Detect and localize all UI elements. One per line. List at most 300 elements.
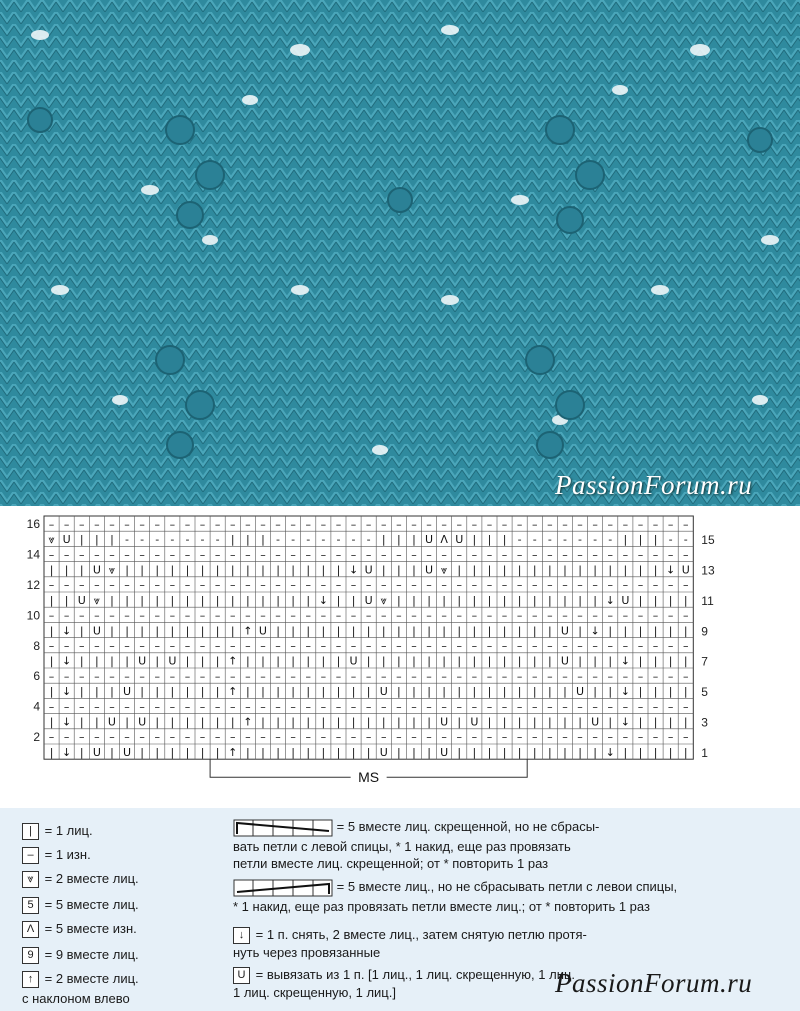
- chart-symbol: –: [320, 700, 327, 714]
- chart-symbol: |: [110, 593, 114, 607]
- chart-symbol: |: [487, 715, 492, 729]
- chart-symbol: |: [547, 654, 552, 668]
- chart-symbol: |: [427, 654, 431, 668]
- chart-symbol: –: [124, 639, 130, 653]
- chart-symbol: –: [184, 639, 191, 653]
- chart-symbol: –: [562, 700, 568, 714]
- chart-symbol: –: [260, 639, 266, 653]
- chart-symbol: –: [652, 639, 659, 653]
- chart-symbol: –: [154, 517, 160, 531]
- chart-symbol: –: [199, 730, 206, 744]
- chart-symbol: U: [440, 745, 449, 759]
- chart-symbol: |: [593, 685, 598, 699]
- chart-symbol: U: [62, 533, 71, 547]
- chart-symbol: |: [261, 593, 265, 607]
- chart-symbol: –: [683, 517, 689, 531]
- chart-symbol: |: [49, 593, 54, 607]
- chart-symbol: |: [547, 593, 552, 607]
- chart-symbol: –: [63, 578, 70, 592]
- chart-symbol: –: [109, 730, 115, 744]
- chart-symbol: |: [200, 624, 205, 638]
- chart-symbol: |: [215, 715, 220, 729]
- chart-symbol: –: [139, 730, 145, 744]
- chart-symbol: –: [652, 669, 659, 683]
- chart-symbol: |: [185, 715, 190, 729]
- chart-symbol: –: [305, 639, 311, 653]
- chart-symbol: –: [516, 669, 523, 683]
- chart-symbol: |: [185, 745, 190, 759]
- chart-symbol: |: [623, 624, 628, 638]
- chart-symbol: –: [456, 730, 462, 744]
- chart-symbol: ↓: [590, 624, 600, 638]
- chart-symbol: |: [170, 745, 175, 759]
- ms-label: MS: [358, 769, 380, 786]
- chart-symbol: –: [245, 700, 251, 714]
- chart-symbol: ↓: [620, 715, 630, 729]
- chart-symbol: |: [321, 745, 326, 759]
- chart-symbol: –: [381, 609, 387, 623]
- chart-symbol: |: [230, 563, 235, 577]
- chart-symbol: –: [501, 578, 508, 592]
- chart-symbol: –: [109, 669, 115, 683]
- chart-symbol: –: [169, 548, 176, 562]
- chart-symbol: –: [486, 639, 493, 653]
- chart-symbol: |: [140, 593, 145, 607]
- chart-symbol: |: [653, 593, 658, 607]
- legend-increase: U = вывязать из 1 п. [1 лиц., 1 лиц. скрещенную, 1 лиц.: [233, 966, 575, 984]
- chart-symbol: –: [48, 669, 55, 683]
- chart-symbol: |: [140, 685, 145, 699]
- chart-symbol: –: [214, 578, 221, 592]
- legend-skp-line2: нуть через провязанные: [233, 945, 381, 960]
- k9tog-symbol-icon: 9: [22, 947, 39, 964]
- chart-symbol: |: [291, 563, 296, 577]
- chart-symbol: –: [622, 609, 629, 623]
- chart-symbol: -: [306, 533, 311, 547]
- chart-symbol: –: [426, 700, 432, 714]
- chart-symbol: –: [516, 730, 523, 744]
- chart-symbol: –: [79, 578, 85, 592]
- chart-symbol: –: [577, 669, 583, 683]
- chart-symbol: –: [622, 669, 629, 683]
- chart-symbol: –: [124, 669, 130, 683]
- chart-symbol: –: [169, 700, 176, 714]
- chart-symbol: –: [547, 639, 553, 653]
- chart-symbol: –: [532, 578, 538, 592]
- chart-symbol: –: [396, 639, 402, 653]
- chart-symbol: |: [396, 593, 401, 607]
- chart-symbol: –: [607, 730, 613, 744]
- chart-symbol: |: [487, 563, 492, 577]
- chart-symbol: –: [411, 548, 417, 562]
- chart-symbol: –: [381, 517, 387, 531]
- chart-symbol: |: [472, 563, 477, 577]
- chart-symbol: –: [622, 700, 629, 714]
- chart-symbol: |: [306, 563, 311, 577]
- chart-symbol: U: [107, 715, 116, 729]
- chart-symbol: ↓: [605, 745, 615, 759]
- chart-symbol: |: [230, 593, 235, 607]
- chart-symbol: |: [563, 685, 567, 699]
- chart-symbol: –: [245, 578, 251, 592]
- chart-symbol: |: [170, 624, 175, 638]
- right-row-number: 11: [701, 593, 714, 608]
- chart-symbol: ⩔: [380, 593, 387, 607]
- chart-symbol: |: [261, 533, 265, 547]
- chart-symbol: |: [517, 715, 522, 729]
- chart-symbol: –: [486, 517, 493, 531]
- chart-symbol: –: [109, 548, 115, 562]
- chart-symbol: |: [653, 745, 658, 759]
- chart-symbol: |: [653, 654, 658, 668]
- chart-symbol: U: [138, 715, 147, 729]
- chart-symbol: –: [532, 730, 538, 744]
- chart-symbol: –: [637, 669, 644, 683]
- chart-symbol: |: [140, 563, 145, 577]
- chart-symbol: |: [638, 685, 643, 699]
- chart-symbol: ↑: [228, 685, 238, 699]
- chart-symbol: –: [501, 548, 508, 562]
- chart-symbol: –: [275, 609, 281, 623]
- chart-symbol: |: [276, 563, 280, 577]
- chart-symbol: –: [63, 517, 70, 531]
- right-row-number: 7: [701, 654, 708, 669]
- chart-symbol: |: [170, 715, 175, 729]
- chart-symbol: |: [668, 685, 673, 699]
- chart-symbol: –: [94, 578, 100, 592]
- chart-symbol: U: [349, 654, 358, 668]
- chart-symbol: –: [381, 578, 387, 592]
- chart-symbol: |: [185, 593, 190, 607]
- chart-symbol: |: [517, 685, 522, 699]
- chart-symbol: –: [441, 578, 447, 592]
- chart-symbol: -: [366, 533, 371, 547]
- chart-symbol: |: [306, 745, 311, 759]
- chart-symbol: –: [365, 669, 372, 683]
- chart-symbol: –: [199, 700, 206, 714]
- chart-symbol: –: [154, 548, 160, 562]
- chart-symbol: –: [411, 609, 417, 623]
- chart-symbol: |: [79, 715, 84, 729]
- chart-symbol: –: [426, 578, 432, 592]
- chart-symbol: |: [427, 685, 431, 699]
- chart-symbol: –: [214, 700, 221, 714]
- chart-symbol: –: [426, 639, 432, 653]
- chart-symbol: U: [364, 563, 373, 577]
- chart-symbol: –: [199, 639, 206, 653]
- chart-symbol: –: [184, 578, 191, 592]
- chart-symbol: |: [563, 563, 567, 577]
- chart-symbol: –: [471, 517, 478, 531]
- chart-symbol: |: [593, 654, 598, 668]
- chart-symbol: |: [215, 654, 220, 668]
- chart-symbol: –: [305, 730, 311, 744]
- chart-symbol: |: [351, 624, 356, 638]
- chart-symbol: –: [94, 517, 100, 531]
- chart-symbol: –: [456, 700, 462, 714]
- chart-symbol: |: [49, 654, 54, 668]
- chart-symbol: |: [49, 685, 54, 699]
- chart-symbol: |: [276, 745, 280, 759]
- chart-symbol: –: [124, 578, 130, 592]
- chart-symbol: –: [501, 609, 508, 623]
- k2tog-symbol-icon: ⩔: [22, 871, 39, 888]
- chart-symbol: –: [547, 730, 553, 744]
- chart-symbol: |: [517, 593, 522, 607]
- chart-symbol: –: [592, 639, 598, 653]
- chart-symbol: U: [470, 715, 479, 729]
- chart-symbol: -: [351, 533, 356, 547]
- chart-symbol: –: [441, 700, 447, 714]
- cluster-crossed-icon: [233, 819, 333, 837]
- chart-symbol: –: [169, 669, 176, 683]
- legend-cluster-plain: = 5 вместе лиц., но не сбрасывать петли с левои спицы,: [233, 878, 677, 897]
- chart-symbol: |: [427, 715, 431, 729]
- chart-symbol: –: [230, 578, 236, 592]
- chart-symbol: –: [365, 517, 372, 531]
- chart-symbol: –: [320, 730, 327, 744]
- chart-symbol: |: [336, 593, 341, 607]
- chart-symbol: –: [456, 578, 462, 592]
- chart-symbol: |: [502, 685, 507, 699]
- chart-symbol: –: [592, 578, 598, 592]
- chart-symbol: –: [365, 609, 372, 623]
- chart-symbol: |: [532, 563, 537, 577]
- chart-symbol: |: [381, 533, 386, 547]
- chart-symbol: –: [532, 639, 538, 653]
- chart-symbol: |: [412, 715, 416, 729]
- chart-symbol: |: [457, 745, 462, 759]
- chart-symbol: –: [48, 639, 55, 653]
- chart-symbol: –: [169, 609, 176, 623]
- chart-symbol: –: [305, 548, 311, 562]
- chart-symbol: –: [562, 517, 568, 531]
- chart-symbol: –: [683, 609, 689, 623]
- chart-symbol: –: [396, 609, 402, 623]
- chart-symbol: –: [184, 548, 191, 562]
- right-row-number: 15: [701, 533, 715, 548]
- chart-symbol: |: [64, 563, 69, 577]
- left-row-number: 12: [26, 577, 40, 592]
- chart-symbol: –: [275, 517, 281, 531]
- chart-symbol: |: [336, 654, 341, 668]
- chart-symbol: –: [290, 669, 296, 683]
- chart-symbol: |: [593, 563, 598, 577]
- chart-symbol: |: [547, 685, 552, 699]
- chart-symbol: –: [275, 578, 281, 592]
- chart-symbol: –: [501, 669, 508, 683]
- chart-symbol: |: [366, 685, 371, 699]
- chart-symbol: –: [411, 700, 417, 714]
- chart-symbol: |: [276, 593, 280, 607]
- chart-symbol: –: [139, 517, 145, 531]
- chart-symbol: |: [653, 563, 658, 577]
- chart-symbol: –: [350, 578, 357, 592]
- knit-symbol-icon: |: [22, 823, 39, 840]
- chart-symbol: |: [245, 563, 250, 577]
- chart-symbol: –: [456, 639, 462, 653]
- chart-symbol: |: [140, 745, 145, 759]
- chart-symbol: –: [260, 700, 266, 714]
- chart-symbol: |: [79, 654, 84, 668]
- chart-symbol: |: [623, 563, 628, 577]
- chart-symbol: |: [261, 715, 265, 729]
- chart-symbol: –: [396, 578, 402, 592]
- chart-symbol: –: [275, 700, 281, 714]
- watermark-bottom: PassionForum.ru: [555, 968, 753, 998]
- chart-symbol: ↓: [348, 563, 359, 577]
- chart-symbol: U: [440, 715, 449, 729]
- chart-symbol: –: [109, 578, 115, 592]
- chart-symbol: |: [532, 715, 537, 729]
- chart-symbol: ⩔: [108, 563, 116, 577]
- chart-symbol: –: [109, 517, 115, 531]
- chart-symbol: U: [168, 654, 177, 668]
- chart-symbol: |: [578, 654, 582, 668]
- chart-symbol: –: [350, 517, 357, 531]
- chart-symbol: –: [411, 669, 417, 683]
- chart-symbol: |: [638, 745, 643, 759]
- chart-symbol: ⩔: [93, 593, 100, 607]
- chart-symbol: –: [48, 578, 55, 592]
- chart-symbol: |: [49, 624, 54, 638]
- chart-symbol: ↓: [62, 624, 72, 638]
- chart-symbol: –: [532, 609, 538, 623]
- chart-symbol: |: [547, 715, 552, 729]
- chart-symbol: U: [379, 745, 388, 759]
- chart-symbol: |: [79, 745, 84, 759]
- chart-symbol: U: [560, 624, 569, 638]
- chart-symbol: –: [199, 548, 206, 562]
- chart-symbol: |: [578, 593, 582, 607]
- chart-symbol: –: [305, 609, 311, 623]
- chart-symbol: |: [638, 533, 643, 547]
- chart-symbol: –: [335, 700, 342, 714]
- chart-symbol: U: [560, 654, 569, 668]
- chart-symbol: –: [260, 669, 266, 683]
- chart-symbol: –: [139, 609, 145, 623]
- chart-symbol: |: [487, 533, 492, 547]
- chart-symbol: |: [502, 654, 507, 668]
- chart-symbol: |: [457, 624, 462, 638]
- chart-symbol: –: [411, 639, 417, 653]
- chart-symbol: –: [260, 548, 266, 562]
- right-row-number: 9: [701, 624, 708, 639]
- chart-symbol: –: [305, 669, 311, 683]
- chart-symbol: –: [562, 609, 568, 623]
- chart-symbol: -: [336, 533, 341, 547]
- chart-symbol: ↓: [62, 745, 72, 759]
- chart-symbol: -: [276, 533, 281, 547]
- chart-symbol: –: [63, 639, 70, 653]
- chart-symbol: –: [667, 669, 674, 683]
- chart-symbol: –: [607, 517, 613, 531]
- left-row-number: 4: [33, 699, 40, 714]
- chart-symbol: |: [79, 624, 84, 638]
- legend-item-purl: – = 1 изн.: [22, 846, 91, 864]
- chart-symbol: –: [381, 639, 387, 653]
- chart-symbol: ⩔: [48, 533, 55, 547]
- chart-symbol: –: [441, 669, 447, 683]
- chart-symbol: –: [320, 669, 327, 683]
- chart-symbol: –: [94, 548, 100, 562]
- chart-symbol: |: [230, 624, 235, 638]
- chart-symbol: -: [562, 533, 567, 547]
- chart-symbol: |: [396, 563, 401, 577]
- legend-item-k2tog-left: ↑ = 2 вместе лиц.: [22, 970, 139, 988]
- chart-symbol: –: [320, 578, 327, 592]
- chart-symbol: |: [487, 624, 492, 638]
- chart-symbol: –: [169, 517, 176, 531]
- chart-symbol: ↓: [605, 593, 615, 607]
- chart-symbol: |: [653, 715, 658, 729]
- chart-symbol: ↓: [620, 654, 630, 668]
- chart-symbol: |: [563, 715, 567, 729]
- chart-symbol: –: [124, 548, 130, 562]
- chart-symbol: |: [155, 745, 160, 759]
- chart-symbol: –: [154, 669, 160, 683]
- chart-symbol: –: [320, 609, 327, 623]
- chart-symbol: |: [683, 593, 688, 607]
- chart-symbol: –: [501, 700, 508, 714]
- chart-symbol: |: [321, 715, 326, 729]
- chart-symbol: |: [427, 593, 431, 607]
- chart-symbol: –: [562, 578, 568, 592]
- chart-symbol: –: [245, 669, 251, 683]
- chart-symbol: –: [154, 578, 160, 592]
- chart-symbol: |: [155, 715, 160, 729]
- chart-symbol: –: [516, 548, 523, 562]
- chart-symbol: |: [49, 715, 54, 729]
- chart-symbol: |: [321, 654, 326, 668]
- chart-symbol: |: [502, 563, 507, 577]
- left-row-number: 2: [33, 729, 40, 744]
- chart-symbol: –: [350, 639, 357, 653]
- chart-symbol: U: [681, 563, 690, 577]
- chart-symbol: |: [442, 624, 447, 638]
- chart-symbol: |: [638, 624, 643, 638]
- chart-symbol: –: [683, 669, 689, 683]
- chart-symbol: –: [290, 609, 296, 623]
- chart-symbol: –: [63, 669, 70, 683]
- chart-symbol: –: [350, 730, 357, 744]
- chart-symbol: –: [184, 669, 191, 683]
- chart-symbol: |: [200, 685, 205, 699]
- chart-symbol: –: [365, 700, 372, 714]
- chart-symbol: |: [230, 715, 235, 729]
- chart-symbol: –: [667, 730, 674, 744]
- chart-symbol: |: [185, 685, 190, 699]
- chart-symbol: |: [291, 745, 296, 759]
- chart-symbol: –: [109, 609, 115, 623]
- chart-symbol: –: [667, 700, 674, 714]
- chart-symbol: –: [562, 548, 568, 562]
- chart-symbol: –: [245, 730, 251, 744]
- chart-symbol: –: [456, 609, 462, 623]
- chart-symbol: –: [290, 578, 296, 592]
- chart-symbol: –: [94, 730, 100, 744]
- chart-symbol: -: [185, 533, 190, 547]
- chart-symbol: U: [591, 715, 600, 729]
- chart-symbol: |: [291, 654, 296, 668]
- chart-symbol: –: [667, 609, 674, 623]
- chart-symbol: –: [607, 578, 613, 592]
- chart-symbol: –: [109, 639, 115, 653]
- chart-symbol: |: [396, 624, 401, 638]
- chart-symbol: –: [94, 639, 100, 653]
- chart-symbol: –: [486, 578, 493, 592]
- chart-symbol: |: [351, 745, 356, 759]
